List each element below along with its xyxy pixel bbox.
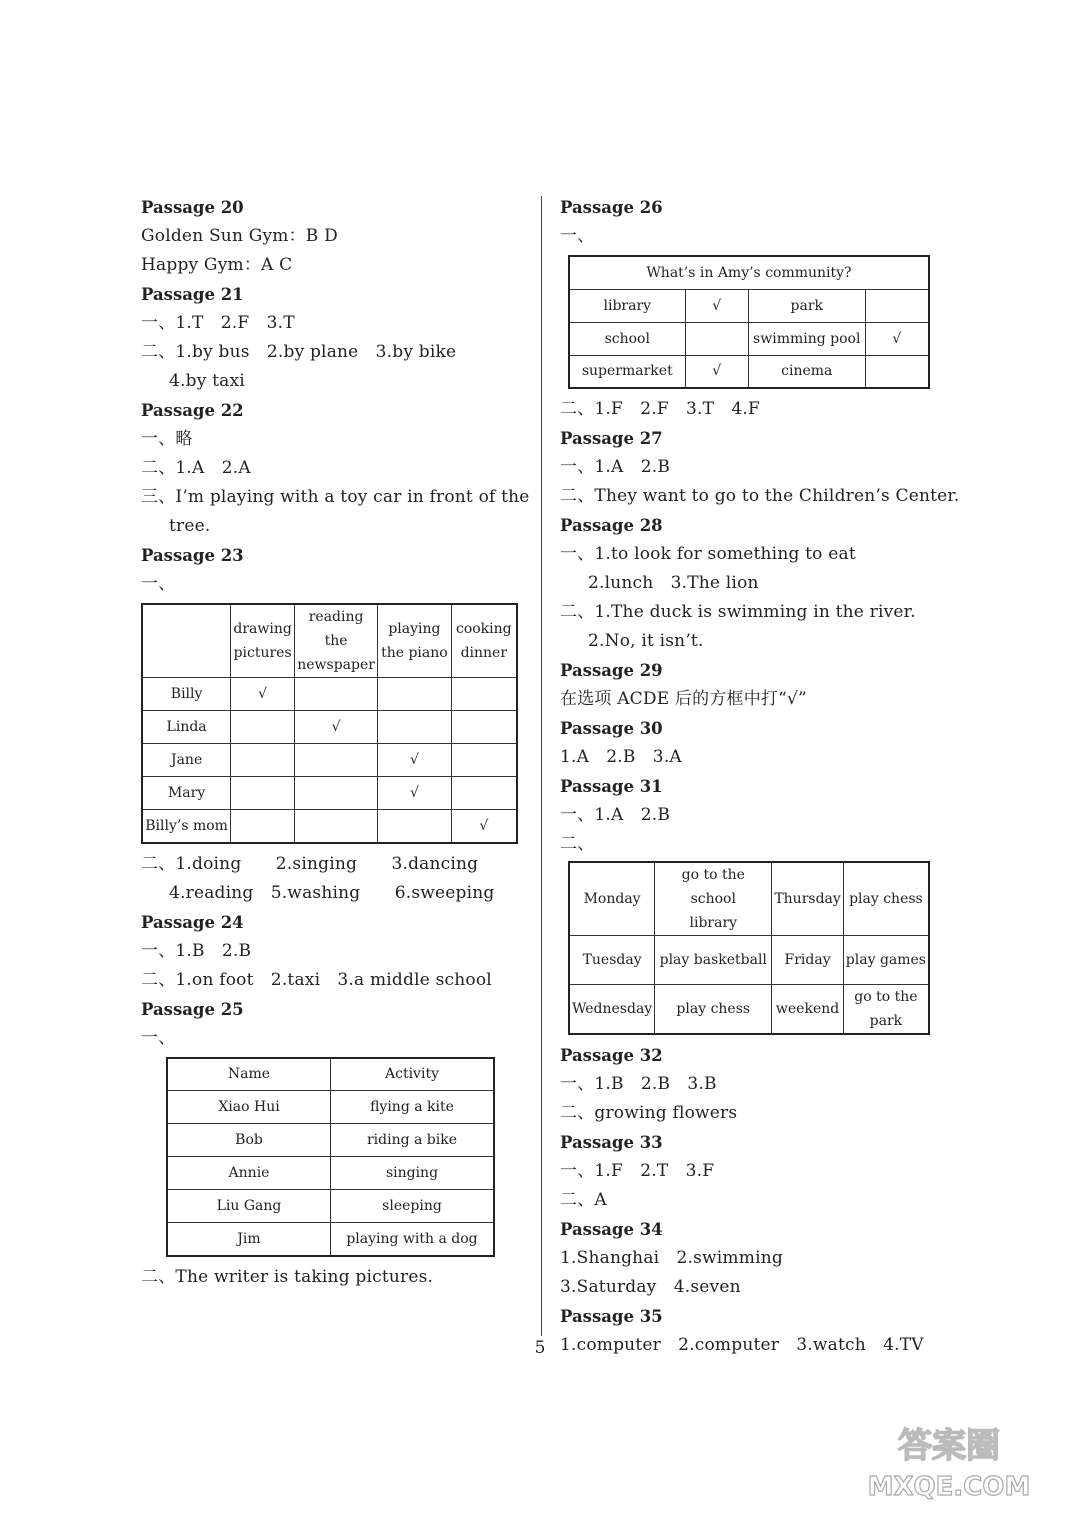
answer-line: 3.Saturday 4.seven	[560, 1277, 741, 1297]
table-cell: Friday	[772, 936, 843, 985]
answer-line: 二、1.on foot 2.taxi 3.a middle school	[141, 969, 492, 990]
right-column	[560, 193, 960, 1360]
answer-line: tree.	[169, 516, 211, 536]
table-row	[569, 355, 929, 388]
table-cell	[295, 777, 378, 810]
table-row	[167, 1124, 494, 1157]
table-cell: sleeping	[331, 1190, 495, 1223]
table-row	[142, 810, 517, 843]
table-header-cell	[231, 604, 295, 678]
answer-line: 2.lunch 3.The lion	[588, 573, 759, 593]
answer-line: 一、1.to look for something to eat	[560, 544, 856, 564]
table-cell	[378, 678, 451, 711]
check-mark: √	[685, 355, 748, 388]
table-cell: Billy	[142, 678, 231, 711]
table-cell	[231, 777, 295, 810]
header-text: the piano	[381, 645, 448, 661]
answer-line: 二、They want to go to the Children’s Center.	[560, 486, 960, 506]
table-cell: play chess	[843, 862, 929, 936]
page-number: 5	[534, 1338, 546, 1358]
table-cell: cinema	[748, 355, 865, 388]
table-cell	[451, 678, 517, 711]
passage-heading: Passage 23	[141, 546, 244, 565]
header-text: newspaper	[297, 657, 375, 673]
table-cell: Wednesday	[569, 985, 655, 1035]
table-cell	[865, 355, 929, 388]
table-cell: playing with a dog	[331, 1223, 495, 1256]
table-row	[569, 256, 929, 289]
table-cell: Jim	[167, 1223, 331, 1256]
passage-heading: Passage 34	[560, 1220, 663, 1239]
passage-heading: Passage 22	[141, 401, 244, 420]
passage-heading: Passage 31	[560, 777, 663, 796]
answer-line: 二、1.doing 2.singing 3.dancing	[141, 853, 479, 874]
watermark-bottom: MXQE.COM	[867, 1472, 1031, 1502]
table-cell	[295, 810, 378, 843]
table-cell	[843, 985, 929, 1035]
table-cell: play chess	[655, 985, 772, 1035]
passage-heading: Passage 33	[560, 1133, 663, 1152]
cell-text: library	[689, 915, 738, 931]
table-cell	[865, 289, 929, 322]
answer-line: 一、	[560, 226, 595, 246]
table-cell	[451, 777, 517, 810]
table-cell	[295, 678, 378, 711]
cell-text: park	[869, 1013, 903, 1029]
answer-line: Happy Gym：A C	[141, 255, 293, 275]
watermark-logo	[854, 1417, 1044, 1507]
answer-line: 一、1.A 2.B	[560, 805, 671, 825]
table-cell: Tuesday	[569, 936, 655, 985]
table-cell: Xiao Hui	[167, 1091, 331, 1124]
answer-line: 二、1.by bus 2.by plane 3.by bike	[141, 342, 457, 362]
answer-line: 一、1.B 2.B 3.B	[560, 1074, 717, 1094]
answer-line: 二、1.A 2.A	[141, 458, 251, 478]
activity-table	[141, 603, 518, 844]
answer-line: 二、growing flowers	[560, 1103, 738, 1123]
table-cell	[295, 744, 378, 777]
header-text: cooking	[455, 621, 512, 637]
table-header-cell: Activity	[331, 1058, 495, 1091]
passage-heading: Passage 35	[560, 1307, 663, 1326]
table-row	[167, 1091, 494, 1124]
check-mark: √	[685, 289, 748, 322]
table-row	[167, 1190, 494, 1223]
check-mark: √	[295, 711, 378, 744]
passage-heading: Passage 21	[141, 285, 244, 304]
table-cell: play games	[843, 936, 929, 985]
table-title: What’s in Amy’s community?	[569, 256, 929, 289]
answer-line: 一、略	[141, 429, 193, 449]
answer-line: 一、	[141, 1027, 176, 1048]
check-mark: √	[378, 777, 451, 810]
answer-line: 二、A	[560, 1190, 607, 1210]
table-cell: Annie	[167, 1157, 331, 1190]
passage-heading: Passage 20	[141, 198, 244, 217]
table-cell: weekend	[772, 985, 843, 1035]
answer-line: 一、1.A 2.B	[560, 457, 671, 477]
answer-line: 4.reading 5.washing 6.sweeping	[169, 882, 495, 903]
table-row	[142, 777, 517, 810]
header-text: dinner	[460, 645, 508, 661]
table-row	[569, 985, 929, 1035]
table-row	[569, 289, 929, 322]
table-row	[142, 711, 517, 744]
passage-heading: Passage 29	[560, 661, 663, 680]
table-cell: Liu Gang	[167, 1190, 331, 1223]
answer-line: 1.computer 2.computer 3.watch 4.TV	[560, 1335, 924, 1355]
left-column	[141, 193, 530, 1292]
table-row	[167, 1223, 494, 1256]
answer-line: 一、1.B 2.B	[141, 940, 252, 961]
table-row	[142, 678, 517, 711]
answer-line: 1.A 2.B 3.A	[560, 747, 682, 767]
answer-line: 二、	[560, 834, 595, 854]
cell-text: go to the school	[681, 867, 745, 907]
check-mark: √	[378, 744, 451, 777]
header-text: playing	[388, 621, 441, 637]
answer-line: 2.No, it isn’t.	[588, 631, 704, 651]
answer-line: 一、1.T 2.F 3.T	[141, 313, 295, 333]
passage-heading: Passage 24	[141, 912, 244, 932]
table-row	[142, 604, 517, 678]
answer-line: 一、	[141, 574, 176, 594]
passage-heading: Passage 26	[560, 198, 663, 217]
table-cell: Billy’s mom	[142, 810, 231, 843]
table-cell: Mary	[142, 777, 231, 810]
table-cell: Jane	[142, 744, 231, 777]
table-row	[167, 1157, 494, 1190]
passage-heading: Passage 30	[560, 719, 663, 738]
table-header-cell: Name	[167, 1058, 331, 1091]
answer-line: 一、1.F 2.T 3.F	[560, 1161, 715, 1181]
table-cell: riding a bike	[331, 1124, 495, 1157]
community-table	[568, 255, 930, 389]
answer-line: 二、1.The duck is swimming in the river.	[560, 602, 916, 622]
table-cell	[231, 744, 295, 777]
table-cell	[655, 862, 772, 936]
table-cell: swimming pool	[748, 322, 865, 355]
answer-line: 三、I’m playing with a toy car in front of the	[141, 487, 530, 507]
schedule-table-wrap	[560, 861, 940, 1035]
header-text: pictures	[233, 645, 292, 661]
passage-heading: Passage 27	[560, 429, 663, 448]
answer-line: 在选项 ACDE 后的方框中打“√”	[560, 689, 807, 709]
check-mark: √	[231, 678, 295, 711]
check-mark: √	[451, 810, 517, 843]
passage-heading: Passage 28	[560, 516, 663, 535]
table-cell	[378, 711, 451, 744]
answer-line: 1.Shanghai 2.swimming	[560, 1248, 783, 1268]
table-cell: library	[569, 289, 685, 322]
answer-line: 二、The writer is taking pictures.	[141, 1266, 434, 1287]
activity-table-wrap	[141, 603, 526, 844]
schedule-table	[568, 861, 930, 1035]
name-activity-table	[166, 1057, 495, 1257]
watermark-top: 答案圈	[898, 1426, 1000, 1466]
table-cell: flying a kite	[331, 1091, 495, 1124]
table-row	[142, 744, 517, 777]
table-cell	[451, 744, 517, 777]
passage-heading: Passage 25	[141, 999, 244, 1019]
table-cell	[378, 810, 451, 843]
table-cell	[231, 711, 295, 744]
table-cell: supermarket	[569, 355, 685, 388]
column-divider	[541, 196, 542, 1336]
table-cell: Bob	[167, 1124, 331, 1157]
table-row	[569, 936, 929, 985]
table-cell	[685, 322, 748, 355]
answer-line: 二、1.F 2.F 3.T 4.F	[560, 399, 761, 419]
passage-heading: Passage 32	[560, 1046, 663, 1065]
answer-line: Golden Sun Gym：B D	[141, 226, 338, 246]
table-cell: play basketball	[655, 936, 772, 985]
header-text: drawing	[233, 621, 292, 637]
table-cell	[142, 604, 231, 678]
community-table-wrap	[560, 255, 940, 389]
name-activity-table-wrap	[141, 1057, 526, 1257]
table-cell: singing	[331, 1157, 495, 1190]
table-header-cell	[295, 604, 378, 678]
table-cell: park	[748, 289, 865, 322]
table-cell: Thursday	[772, 862, 843, 936]
table-cell	[231, 810, 295, 843]
cell-text: go to the	[854, 989, 918, 1005]
table-cell: school	[569, 322, 685, 355]
table-cell: Linda	[142, 711, 231, 744]
table-row	[167, 1058, 494, 1091]
table-row	[569, 322, 929, 355]
header-text: reading the	[308, 609, 364, 649]
check-mark: √	[865, 322, 929, 355]
answer-line: 4.by taxi	[169, 371, 245, 391]
table-cell	[451, 711, 517, 744]
table-header-cell	[451, 604, 517, 678]
table-row	[569, 862, 929, 936]
table-header-cell	[378, 604, 451, 678]
table-cell: Monday	[569, 862, 655, 936]
